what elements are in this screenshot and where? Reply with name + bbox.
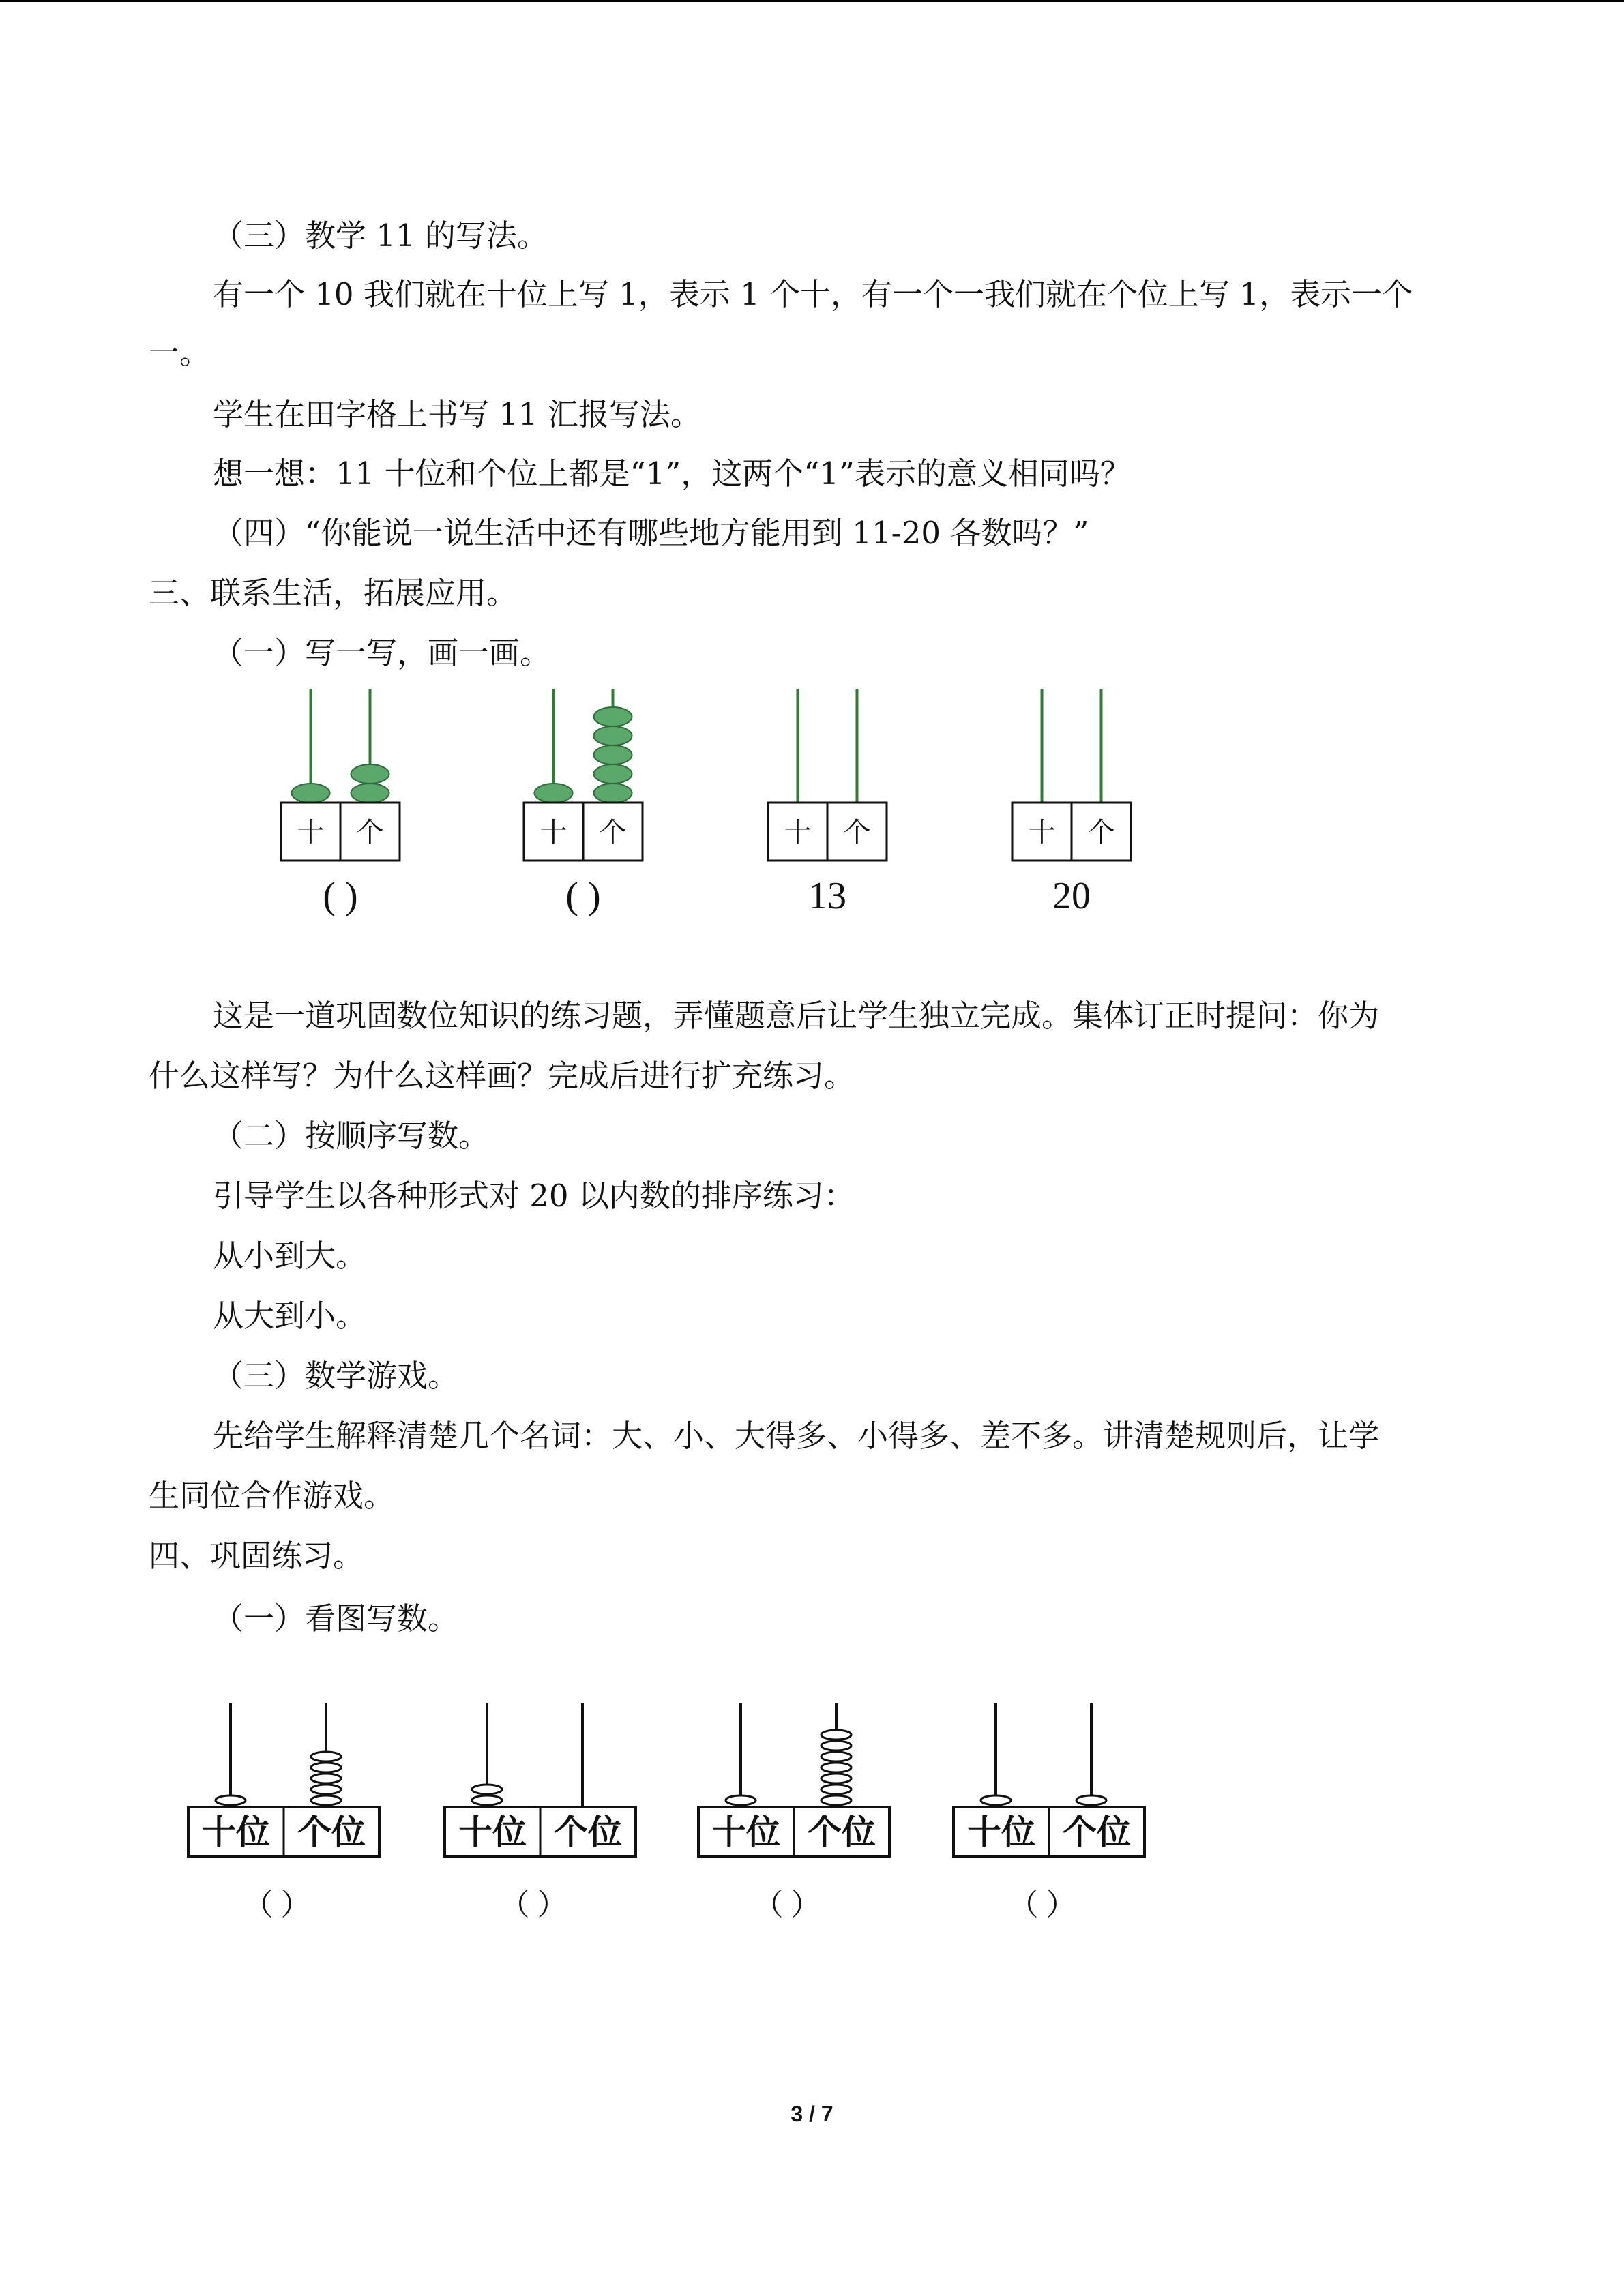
top-border	[0, 0, 1624, 2]
pv-bead	[311, 1774, 341, 1783]
pv-bead	[472, 1795, 502, 1805]
paragraph-line: 学生在田字格上书写 11 汇报写法。	[213, 396, 701, 432]
place-value-1	[188, 1703, 379, 1922]
ones-place-label: 个位	[808, 1812, 876, 1852]
abacus-bead	[594, 745, 632, 764]
pv-bead	[311, 1785, 341, 1794]
paragraph-line: 从小到大。	[213, 1238, 367, 1274]
page-number: 3 / 7	[791, 2102, 833, 2126]
ones-place-label: 个位	[297, 1812, 366, 1852]
heading-order: （二）按顺序写数。	[213, 1118, 490, 1154]
abacus-bead	[594, 784, 632, 803]
ones-label: 个	[843, 817, 871, 848]
ones-place-label: 个位	[554, 1812, 622, 1852]
abacus-3	[768, 689, 887, 917]
pv-caption: （ ）	[243, 1888, 311, 1922]
abacus-caption: 20	[1052, 875, 1091, 917]
abacus-exercise	[0, 675, 1624, 934]
pv-bead	[821, 1785, 851, 1794]
tens-place-label: 十位	[712, 1812, 780, 1852]
heading-game: （三）数学游戏。	[213, 1358, 459, 1394]
pv-caption: （ ）	[753, 1888, 821, 1922]
pv-bead	[981, 1795, 1011, 1805]
tens-place-label: 十位	[202, 1812, 270, 1852]
tens-label: 十	[1028, 817, 1056, 848]
abacus-2	[524, 689, 643, 917]
ones-label: 个	[1087, 817, 1115, 848]
pv-bead	[311, 1763, 341, 1772]
paragraph-line: 这是一道巩固数位知识的练习题，弄懂题意后让学生独立完成。集体订正时提问：你为	[213, 998, 1380, 1034]
abacus-bead	[351, 764, 389, 784]
paragraph-line: 从大到小。	[213, 1298, 367, 1334]
abacus-4	[1012, 689, 1131, 917]
tens-label: 十	[297, 817, 325, 848]
paragraph-line: 生同位合作游戏。	[149, 1478, 395, 1514]
heading-teach-11: （三）教学 11 的写法。	[213, 218, 548, 254]
tens-place-label: 十位	[967, 1812, 1035, 1852]
place-value-2	[445, 1703, 636, 1922]
paragraph-line: 一。	[149, 335, 211, 371]
pv-bead	[821, 1763, 851, 1772]
place-value-4	[954, 1703, 1145, 1922]
pv-bead	[726, 1795, 756, 1805]
place-value-exercise	[0, 1684, 1624, 1943]
section-heading-4: 四、巩固练习。	[149, 1538, 364, 1574]
paragraph-line: 有一个 10 我们就在十位上写 1，表示 1 个十，有一个一我们就在个位上写 1，表示一个	[213, 276, 1413, 312]
heading-four: （四）“你能说一说生活中还有哪些地方能用到 11-20 各数吗？”	[213, 515, 1089, 551]
paragraph-line: 先给学生解释清楚几个名词：大、小、大得多、小得多、差不多。讲清楚规则后，让学	[213, 1418, 1380, 1454]
ones-label: 个	[599, 817, 627, 848]
paragraph-line: 什么这样写？为什么这样画？完成后进行扩充练习。	[149, 1058, 855, 1094]
pv-bead	[1076, 1795, 1106, 1805]
pv-bead	[311, 1752, 341, 1761]
pv-bead	[821, 1730, 851, 1740]
pv-bead	[216, 1795, 246, 1805]
pv-bead	[472, 1785, 502, 1794]
heading-look-write: （一）看图写数。	[213, 1600, 459, 1637]
heading-write-draw: （一）写一写，画一画。	[213, 635, 551, 671]
abacus-caption: 13	[808, 875, 846, 917]
ones-label: 个	[356, 817, 384, 848]
abacus-bead	[594, 764, 632, 784]
abacus-bead	[594, 707, 632, 726]
place-value-3	[698, 1703, 889, 1922]
abacus-caption: ( )	[323, 875, 358, 917]
abacus-bead	[535, 784, 573, 803]
pv-bead	[821, 1741, 851, 1750]
ones-place-label: 个位	[1063, 1812, 1131, 1852]
paragraph-line: 想一想：11 十位和个位上都是“1”，这两个“1”表示的意义相同吗？	[213, 456, 1131, 492]
pv-caption: （ ）	[499, 1888, 567, 1922]
abacus-caption: ( )	[565, 875, 601, 917]
pv-bead	[821, 1795, 851, 1805]
tens-place-label: 十位	[458, 1812, 527, 1852]
pv-bead	[821, 1752, 851, 1761]
pv-caption: （ ）	[1008, 1888, 1076, 1922]
pv-bead	[821, 1774, 851, 1783]
section-heading-3: 三、联系生活，拓展应用。	[149, 575, 518, 611]
tens-label: 十	[540, 817, 567, 848]
abacus-bead	[351, 784, 389, 803]
tens-label: 十	[784, 817, 812, 848]
abacus-bead	[292, 784, 330, 803]
abacus-1	[281, 689, 400, 917]
pv-bead	[311, 1795, 341, 1805]
paragraph-line: 引导学生以各种形式对 20 以内数的排序练习：	[213, 1178, 855, 1214]
abacus-bead	[594, 726, 632, 745]
